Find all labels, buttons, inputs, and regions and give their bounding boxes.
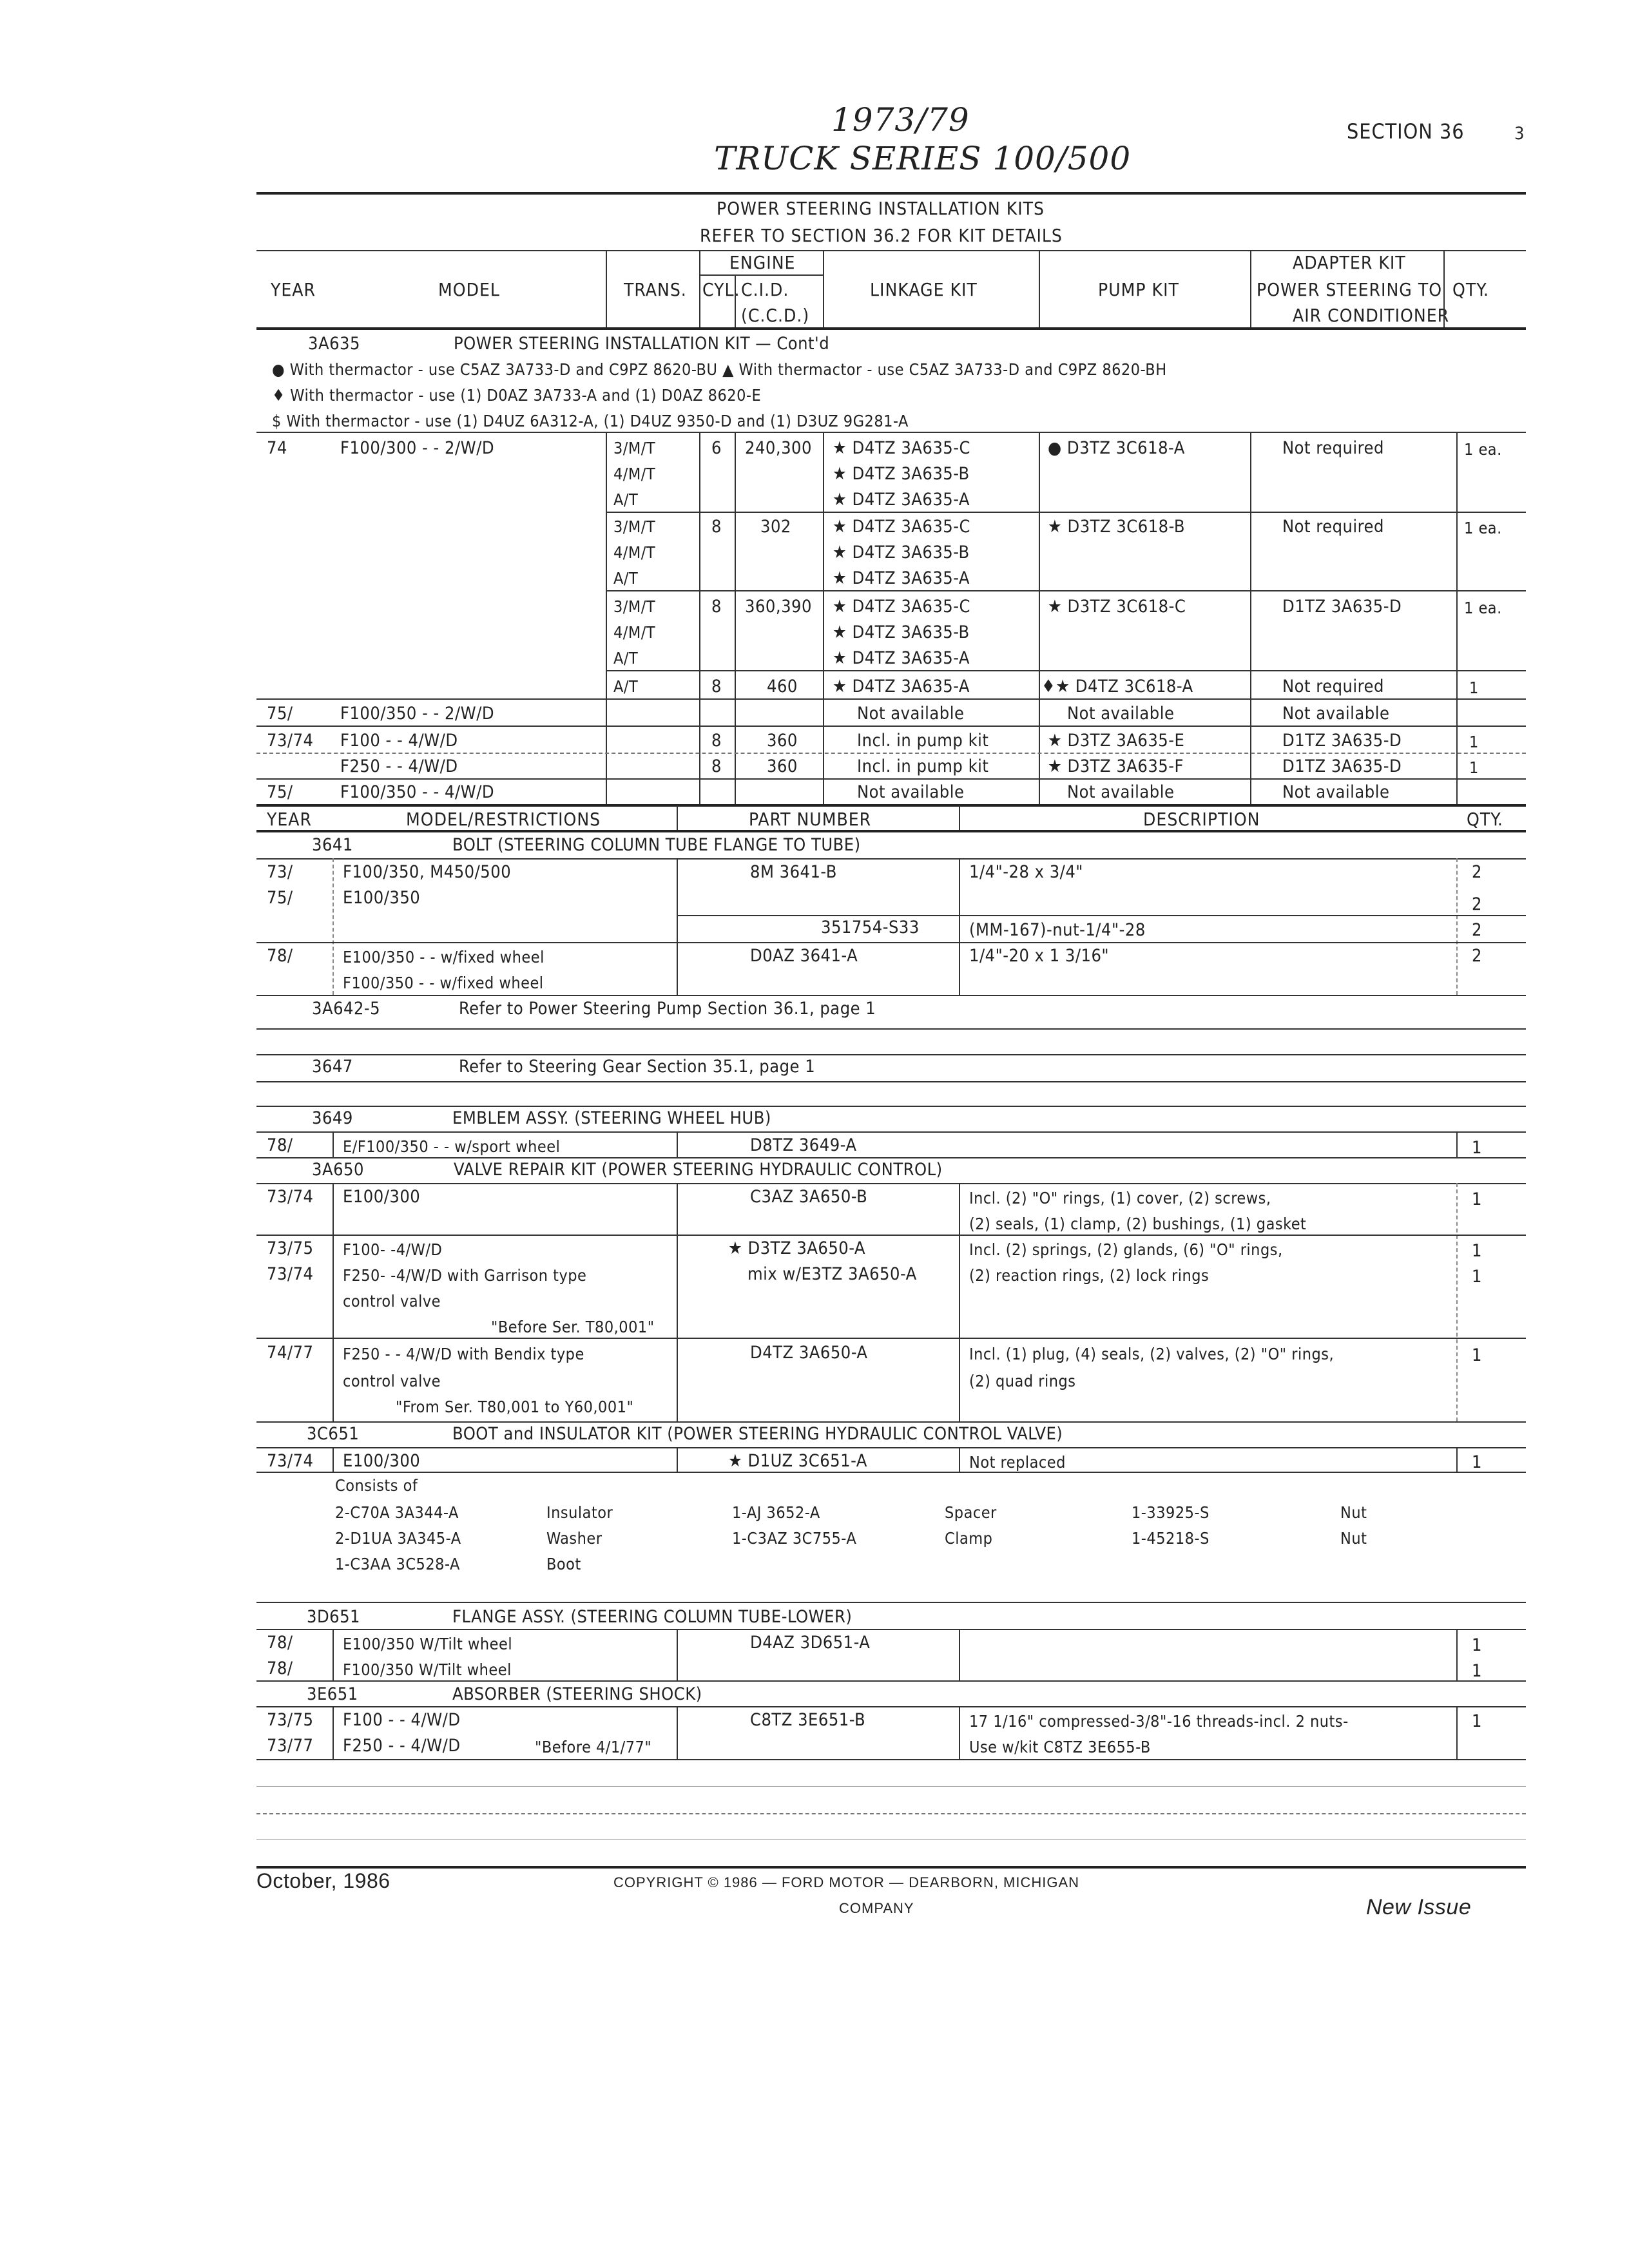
- row-year: 73/74: [267, 1187, 314, 1207]
- col-linkage: LINKAGE KIT: [870, 279, 978, 300]
- row-trans: A/T: [613, 649, 639, 668]
- row-model: F100 - - 4/W/D: [340, 731, 458, 751]
- consist-desc: Washer: [546, 1529, 602, 1548]
- row-linkage: ★ D4TZ 3A635-C: [833, 517, 970, 537]
- divider: [256, 432, 1526, 433]
- row-part: D4TZ 3A650-A: [750, 1343, 868, 1363]
- table-title: POWER STEERING INSTALLATION KITS: [717, 198, 1045, 219]
- consist-part: 1-C3AZ 3C755-A: [732, 1529, 857, 1548]
- row-year: 73/75: [267, 1238, 314, 1258]
- row-adapter: Not required: [1282, 677, 1384, 697]
- row-year: 78/: [267, 1135, 293, 1155]
- row-adapter: Not required: [1282, 517, 1384, 537]
- section-code: 3A650: [312, 1160, 364, 1180]
- row-year: 75/: [267, 888, 293, 908]
- divider: [256, 1157, 1526, 1158]
- row-qty: 2: [1472, 894, 1482, 914]
- divider: [333, 1706, 334, 1759]
- consist-desc: Nut: [1340, 1529, 1367, 1548]
- row-year: 75/: [267, 782, 293, 802]
- col-adapter-3: AIR CONDITIONER: [1293, 305, 1450, 326]
- divider: [256, 1131, 1526, 1133]
- divider: [256, 1028, 1526, 1030]
- row-adapter: D1TZ 3A635-D: [1282, 731, 1402, 751]
- row-adapter: Not available: [1282, 704, 1390, 724]
- divider: [256, 698, 1526, 700]
- row-model: "Before Ser. T80,001": [491, 1318, 655, 1336]
- divider: [256, 1472, 1526, 1473]
- divider: [959, 805, 960, 830]
- row-linkage: Incl. in pump kit: [857, 731, 989, 751]
- row-cyl: 8: [711, 597, 722, 617]
- row-qty: 1: [1472, 1267, 1482, 1287]
- consist-part: 1-45218-S: [1132, 1529, 1210, 1548]
- consists-label: Consists of: [335, 1476, 418, 1495]
- divider: [959, 1183, 960, 1421]
- divider: [256, 1839, 1526, 1840]
- divider: [823, 250, 824, 327]
- divider: [677, 1131, 678, 1157]
- section-code: 3D651: [307, 1607, 361, 1627]
- section-name: ABSORBER (STEERING SHOCK): [452, 1684, 702, 1704]
- divider: [1250, 432, 1251, 804]
- row-year: 78/: [267, 1658, 293, 1678]
- row-note: "Before 4/1/77": [535, 1738, 652, 1756]
- divider: [256, 1235, 1526, 1236]
- divider: [256, 830, 1526, 832]
- row-linkage: Incl. in pump kit: [857, 756, 989, 776]
- footer-issue: New Issue: [1366, 1895, 1472, 1919]
- row-pump: ★ D3TZ 3C618-C: [1048, 597, 1186, 617]
- row-adapter: Not required: [1282, 438, 1384, 458]
- row-pump: Not available: [1067, 782, 1175, 802]
- col-cyl: CYL.: [702, 279, 740, 300]
- row-part: D8TZ 3649-A: [750, 1135, 857, 1155]
- divider: [333, 1183, 334, 1421]
- row-qty: 1: [1472, 1189, 1482, 1209]
- row-year: 74: [267, 438, 287, 458]
- row-cid: 240,300: [745, 438, 812, 458]
- row-desc: (MM-167)-nut-1/4"-28: [969, 920, 1146, 940]
- divider: [256, 327, 1526, 330]
- parts-col-part: PART NUMBER: [749, 809, 872, 830]
- col-adapter-1: ADAPTER KIT: [1293, 252, 1406, 273]
- section-code: 3E651: [307, 1684, 358, 1704]
- row-model: F100/350 - - 4/W/D: [340, 782, 495, 802]
- divider: [256, 995, 1526, 996]
- divider: [256, 942, 1526, 943]
- row-pump: ★ D3TZ 3A635-F: [1048, 756, 1184, 776]
- divider: [1456, 1183, 1458, 1421]
- row-model: E100/350 - - w/fixed wheel: [343, 948, 545, 966]
- row-trans: 3/M/T: [613, 517, 656, 536]
- kit-note-3: $ With thermactor - use (1) D4UZ 6A312-A, (1) D4UZ 9350-D and (1) D3UZ 9G281-A: [272, 412, 909, 430]
- divider: [735, 274, 736, 327]
- row-qty: 1: [1469, 733, 1479, 751]
- row-linkage: Not available: [857, 704, 965, 724]
- section-code: 3647: [312, 1057, 353, 1077]
- row-qty: 2: [1472, 920, 1482, 940]
- row-model: E100/300: [343, 1187, 421, 1207]
- row-trans: A/T: [613, 490, 639, 509]
- row-cid: 460: [767, 677, 798, 697]
- section-name: FLANGE ASSY. (STEERING COLUMN TUBE-LOWER): [452, 1607, 853, 1627]
- col-year: YEAR: [271, 279, 316, 300]
- row-year: 73/75: [267, 1710, 314, 1730]
- row-qty: 2: [1472, 946, 1482, 966]
- row-cyl: 8: [711, 756, 722, 776]
- header-series: TRUCK SERIES 100/500: [714, 140, 1132, 177]
- divider: [606, 590, 1526, 591]
- row-year: 73/74: [267, 1264, 314, 1284]
- consist-part: 1-C3AA 3C528-A: [335, 1555, 460, 1573]
- row-model: F250- -4/W/D with Garrison type: [343, 1266, 587, 1285]
- row-adapter: D1TZ 3A635-D: [1282, 756, 1402, 776]
- row-pump: Not available: [1067, 704, 1175, 724]
- footer-company: COMPANY: [839, 1900, 914, 1916]
- row-model: E100/350: [343, 888, 421, 908]
- divider: [959, 1447, 960, 1472]
- divider: [606, 432, 607, 804]
- row-pump: ★ D3TZ 3A635-E: [1048, 731, 1185, 751]
- row-model: E100/350 W/Tilt wheel: [343, 1635, 513, 1653]
- kit-note-2: ♦ With thermactor - use (1) D0AZ 3A733-A and (1) D0AZ 8620-E: [272, 386, 762, 405]
- divider: [256, 1054, 1526, 1055]
- row-linkage: ★ D4TZ 3A635-A: [833, 677, 970, 697]
- divider: [256, 1081, 1526, 1082]
- divider: [1456, 1447, 1458, 1472]
- row-part: 8M 3641-B: [750, 862, 837, 882]
- divider: [256, 1813, 1526, 1814]
- row-part: ★ D3TZ 3A650-A: [728, 1238, 866, 1258]
- row-linkage: ★ D4TZ 3A635-B: [833, 543, 970, 562]
- row-year: 78/: [267, 1633, 293, 1653]
- divider: [606, 670, 1526, 671]
- row-part: D0AZ 3641-A: [750, 946, 858, 966]
- row-trans: A/T: [613, 677, 639, 696]
- divider: [256, 250, 1526, 251]
- divider: [256, 1786, 1526, 1787]
- row-model: F100/350 - - 2/W/D: [340, 704, 495, 724]
- header-rule: [256, 192, 1526, 195]
- row-qty: 1 ea.: [1464, 440, 1502, 459]
- divider: [677, 1706, 678, 1759]
- row-qty: 2: [1472, 862, 1482, 882]
- row-model: "From Ser. T80,001 to Y60,001": [396, 1398, 634, 1416]
- row-desc: (2) reaction rings, (2) lock rings: [969, 1266, 1210, 1285]
- row-model: F100/350, M450/500: [343, 862, 512, 882]
- divider: [1456, 858, 1458, 995]
- row-adapter: Not available: [1282, 782, 1390, 802]
- section-name: BOOT and INSULATOR KIT (POWER STEERING HYDRAULIC CONTROL VALVE): [452, 1424, 1063, 1444]
- section-name: VALVE REPAIR KIT (POWER STEERING HYDRAULIC CONTROL): [454, 1160, 943, 1180]
- divider: [606, 250, 607, 327]
- kit-code: 3A635: [308, 334, 360, 354]
- row-model: F100- -4/W/D: [343, 1240, 443, 1259]
- consist-desc: Clamp: [945, 1529, 993, 1548]
- row-adapter: D1TZ 3A635-D: [1282, 597, 1402, 617]
- divider: [256, 804, 1526, 807]
- row-qty: 1: [1472, 1711, 1482, 1731]
- row-part: D4AZ 3D651-A: [750, 1633, 871, 1653]
- section-reference: Refer to Power Steering Pump Section 36.1, page 1: [459, 999, 876, 1019]
- page-number: 3: [1514, 124, 1525, 144]
- row-year: 73/: [267, 862, 293, 882]
- divider: [959, 858, 960, 995]
- kit-note-1: ● With thermactor - use C5AZ 3A733-D and C9PZ 8620-BU ▲ With thermactor - use C5AZ 3A733-D and C9PZ 8620-BH: [272, 360, 1167, 379]
- divider: [1456, 1131, 1458, 1157]
- divider: [699, 274, 823, 276]
- divider: [256, 1447, 1526, 1448]
- row-linkage: ★ D4TZ 3A635-C: [833, 438, 970, 458]
- divider: [256, 1183, 1526, 1184]
- divider: [677, 858, 678, 995]
- divider: [256, 1106, 1526, 1107]
- consist-part: 1-AJ 3652-A: [732, 1503, 820, 1522]
- row-model: control valve: [343, 1372, 441, 1390]
- divider: [699, 250, 700, 327]
- row-desc: Incl. (2) "O" rings, (1) cover, (2) screws,: [969, 1189, 1271, 1207]
- row-desc: 17 1/16" compressed-3/8"-16 threads-incl. 2 nuts-: [969, 1712, 1349, 1731]
- divider: [677, 915, 1526, 916]
- row-linkage: ★ D4TZ 3A635-B: [833, 622, 970, 642]
- row-cyl: 8: [711, 517, 722, 537]
- divider: [1039, 432, 1040, 804]
- divider: [1250, 250, 1251, 327]
- divider: [256, 1421, 1526, 1423]
- row-qty: 1: [1472, 1345, 1482, 1365]
- table-subtitle: REFER TO SECTION 36.2 FOR KIT DETAILS: [700, 225, 1063, 246]
- divider: [1456, 1629, 1458, 1680]
- row-year: 73/74: [267, 1451, 314, 1471]
- divider: [256, 1629, 1526, 1630]
- row-cyl: 8: [711, 677, 722, 697]
- row-part: C3AZ 3A650-B: [750, 1187, 868, 1207]
- row-trans: 3/M/T: [613, 439, 656, 457]
- row-qty: 1: [1472, 1661, 1482, 1681]
- divider: [256, 1680, 1526, 1682]
- footer-date: October, 1986: [256, 1869, 390, 1892]
- row-pump: ● D3TZ 3C618-A: [1048, 438, 1185, 458]
- row-part: mix w/E3TZ 3A650-A: [747, 1264, 917, 1284]
- divider: [699, 432, 700, 804]
- row-year: 75/: [267, 704, 293, 724]
- row-qty: 1: [1472, 1452, 1482, 1472]
- divider: [256, 753, 1526, 754]
- row-qty: 1: [1472, 1138, 1482, 1158]
- divider: [959, 1629, 960, 1680]
- divider: [333, 858, 334, 995]
- consist-part: 2-D1UA 3A345-A: [335, 1529, 461, 1548]
- row-year: 73/74: [267, 731, 314, 751]
- col-qty: QTY.: [1452, 279, 1489, 300]
- row-model: E/F100/350 - - w/sport wheel: [343, 1137, 561, 1156]
- row-qty: 1: [1469, 678, 1479, 697]
- divider: [1443, 250, 1445, 327]
- row-model: F250 - - 4/W/D: [343, 1736, 461, 1756]
- col-model: MODEL: [438, 279, 500, 300]
- row-model: F100 - - 4/W/D: [343, 1710, 461, 1730]
- row-model: F100/300 - - 2/W/D: [340, 438, 495, 458]
- divider: [256, 1759, 1526, 1760]
- row-cid: 360: [767, 731, 798, 751]
- row-cid: 360,390: [745, 597, 812, 617]
- kit-name: POWER STEERING INSTALLATION KIT — Cont'd: [454, 334, 830, 354]
- row-qty: 1: [1472, 1241, 1482, 1261]
- row-desc: Incl. (2) springs, (2) glands, (6) "O" rings,: [969, 1240, 1283, 1259]
- footer-copyright: COPYRIGHT © 1986 — FORD MOTOR — DEARBORN, MICHIGAN: [613, 1874, 1080, 1890]
- row-linkage: ★ D4TZ 3A635-B: [833, 464, 970, 484]
- col-cid: C.I.D.: [741, 279, 789, 300]
- row-pump: ♦★ D4TZ 3C618-A: [1041, 677, 1193, 697]
- divider: [1039, 250, 1040, 327]
- row-model: E100/300: [343, 1451, 421, 1471]
- row-linkage: ★ D4TZ 3A635-A: [833, 490, 970, 510]
- divider: [677, 805, 678, 830]
- consist-desc: Insulator: [546, 1503, 613, 1522]
- row-desc: 1/4"-20 x 1 3/16": [969, 946, 1110, 966]
- divider: [1456, 1706, 1458, 1759]
- section-code: 3A642-5: [312, 999, 381, 1019]
- consist-part: 2-C70A 3A344-A: [335, 1503, 459, 1522]
- consist-desc: Boot: [546, 1555, 581, 1573]
- row-model: F250 - - 4/W/D: [340, 756, 458, 776]
- col-engine: ENGINE: [729, 252, 796, 273]
- divider: [677, 1629, 678, 1680]
- row-desc: Not replaced: [969, 1453, 1066, 1472]
- row-year: 78/: [267, 946, 293, 966]
- row-desc: 1/4"-28 x 3/4": [969, 862, 1083, 882]
- footer-rule: [256, 1866, 1526, 1869]
- row-qty: 1 ea.: [1464, 519, 1502, 537]
- divider: [256, 1338, 1526, 1339]
- divider: [333, 1131, 334, 1157]
- divider: [677, 1447, 678, 1472]
- section-code: 3641: [312, 835, 353, 855]
- row-trans: 4/M/T: [613, 623, 656, 642]
- row-qty: 1: [1472, 1635, 1482, 1655]
- row-model: F100/350 W/Tilt wheel: [343, 1660, 512, 1679]
- header-years: 1973/79: [831, 101, 970, 139]
- row-qty: 1 ea.: [1464, 599, 1502, 617]
- row-linkage: ★ D4TZ 3A635-A: [833, 648, 970, 668]
- divider: [256, 1706, 1526, 1707]
- row-year: 73/77: [267, 1736, 314, 1756]
- consist-desc: Spacer: [945, 1503, 997, 1522]
- row-model: F100/350 - - w/fixed wheel: [343, 974, 544, 992]
- col-pump: PUMP KIT: [1098, 279, 1179, 300]
- row-model: control valve: [343, 1292, 441, 1311]
- row-desc: Incl. (1) plug, (4) seals, (2) valves, (2) "O" rings,: [969, 1345, 1335, 1363]
- parts-col-model: MODEL/RESTRICTIONS: [406, 809, 601, 830]
- row-trans: 4/M/T: [613, 465, 656, 483]
- row-cid: 302: [760, 517, 791, 537]
- row-part: 351754-S33: [821, 918, 920, 937]
- row-pump: ★ D3TZ 3C618-B: [1048, 517, 1186, 537]
- divider: [333, 1447, 334, 1472]
- divider: [333, 1629, 334, 1680]
- row-linkage: ★ D4TZ 3A635-C: [833, 597, 970, 617]
- row-part: C8TZ 3E651-B: [750, 1710, 866, 1730]
- consist-part: 1-33925-S: [1132, 1503, 1210, 1522]
- row-cyl: 6: [711, 438, 722, 458]
- section-code: 3649: [312, 1108, 353, 1128]
- divider: [735, 432, 736, 804]
- divider: [256, 858, 1526, 860]
- divider: [1456, 432, 1458, 804]
- col-trans: TRANS.: [624, 279, 687, 300]
- row-year: 74/77: [267, 1343, 314, 1363]
- row-linkage: Not available: [857, 782, 965, 802]
- row-linkage: ★ D4TZ 3A635-A: [833, 568, 970, 588]
- divider: [606, 512, 1526, 513]
- row-desc: Use w/kit C8TZ 3E655-B: [969, 1738, 1151, 1756]
- parts-col-desc: DESCRIPTION: [1143, 809, 1260, 830]
- section-reference: Refer to Steering Gear Section 35.1, page 1: [459, 1057, 816, 1077]
- divider: [959, 1706, 960, 1759]
- row-trans: 3/M/T: [613, 597, 656, 616]
- row-model: F250 - - 4/W/D with Bendix type: [343, 1345, 584, 1363]
- row-cid: 360: [767, 756, 798, 776]
- consist-desc: Nut: [1340, 1503, 1367, 1522]
- divider: [677, 1183, 678, 1421]
- divider: [256, 726, 1526, 727]
- section-name: BOLT (STEERING COLUMN TUBE FLANGE TO TUBE): [452, 835, 861, 855]
- row-desc: (2) quad rings: [969, 1372, 1076, 1390]
- divider: [256, 778, 1526, 780]
- row-cyl: 8: [711, 731, 722, 751]
- row-part: ★ D1UZ 3C651-A: [728, 1451, 867, 1471]
- section-label: SECTION 36: [1347, 119, 1465, 144]
- row-desc: (2) seals, (1) clamp, (2) bushings, (1) gasket: [969, 1215, 1307, 1233]
- section-name: EMBLEM ASSY. (STEERING WHEEL HUB): [452, 1108, 771, 1128]
- col-adapter-2: POWER STEERING TO: [1257, 279, 1443, 300]
- col-ccd: (C.C.D.): [741, 305, 810, 326]
- row-trans: 4/M/T: [613, 543, 656, 562]
- row-trans: A/T: [613, 569, 639, 588]
- divider: [256, 1602, 1526, 1603]
- row-qty: 1: [1469, 758, 1479, 777]
- divider: [823, 432, 824, 804]
- parts-col-qty: QTY.: [1467, 809, 1503, 830]
- section-code: 3C651: [307, 1424, 360, 1444]
- parts-col-year: YEAR: [267, 809, 313, 830]
